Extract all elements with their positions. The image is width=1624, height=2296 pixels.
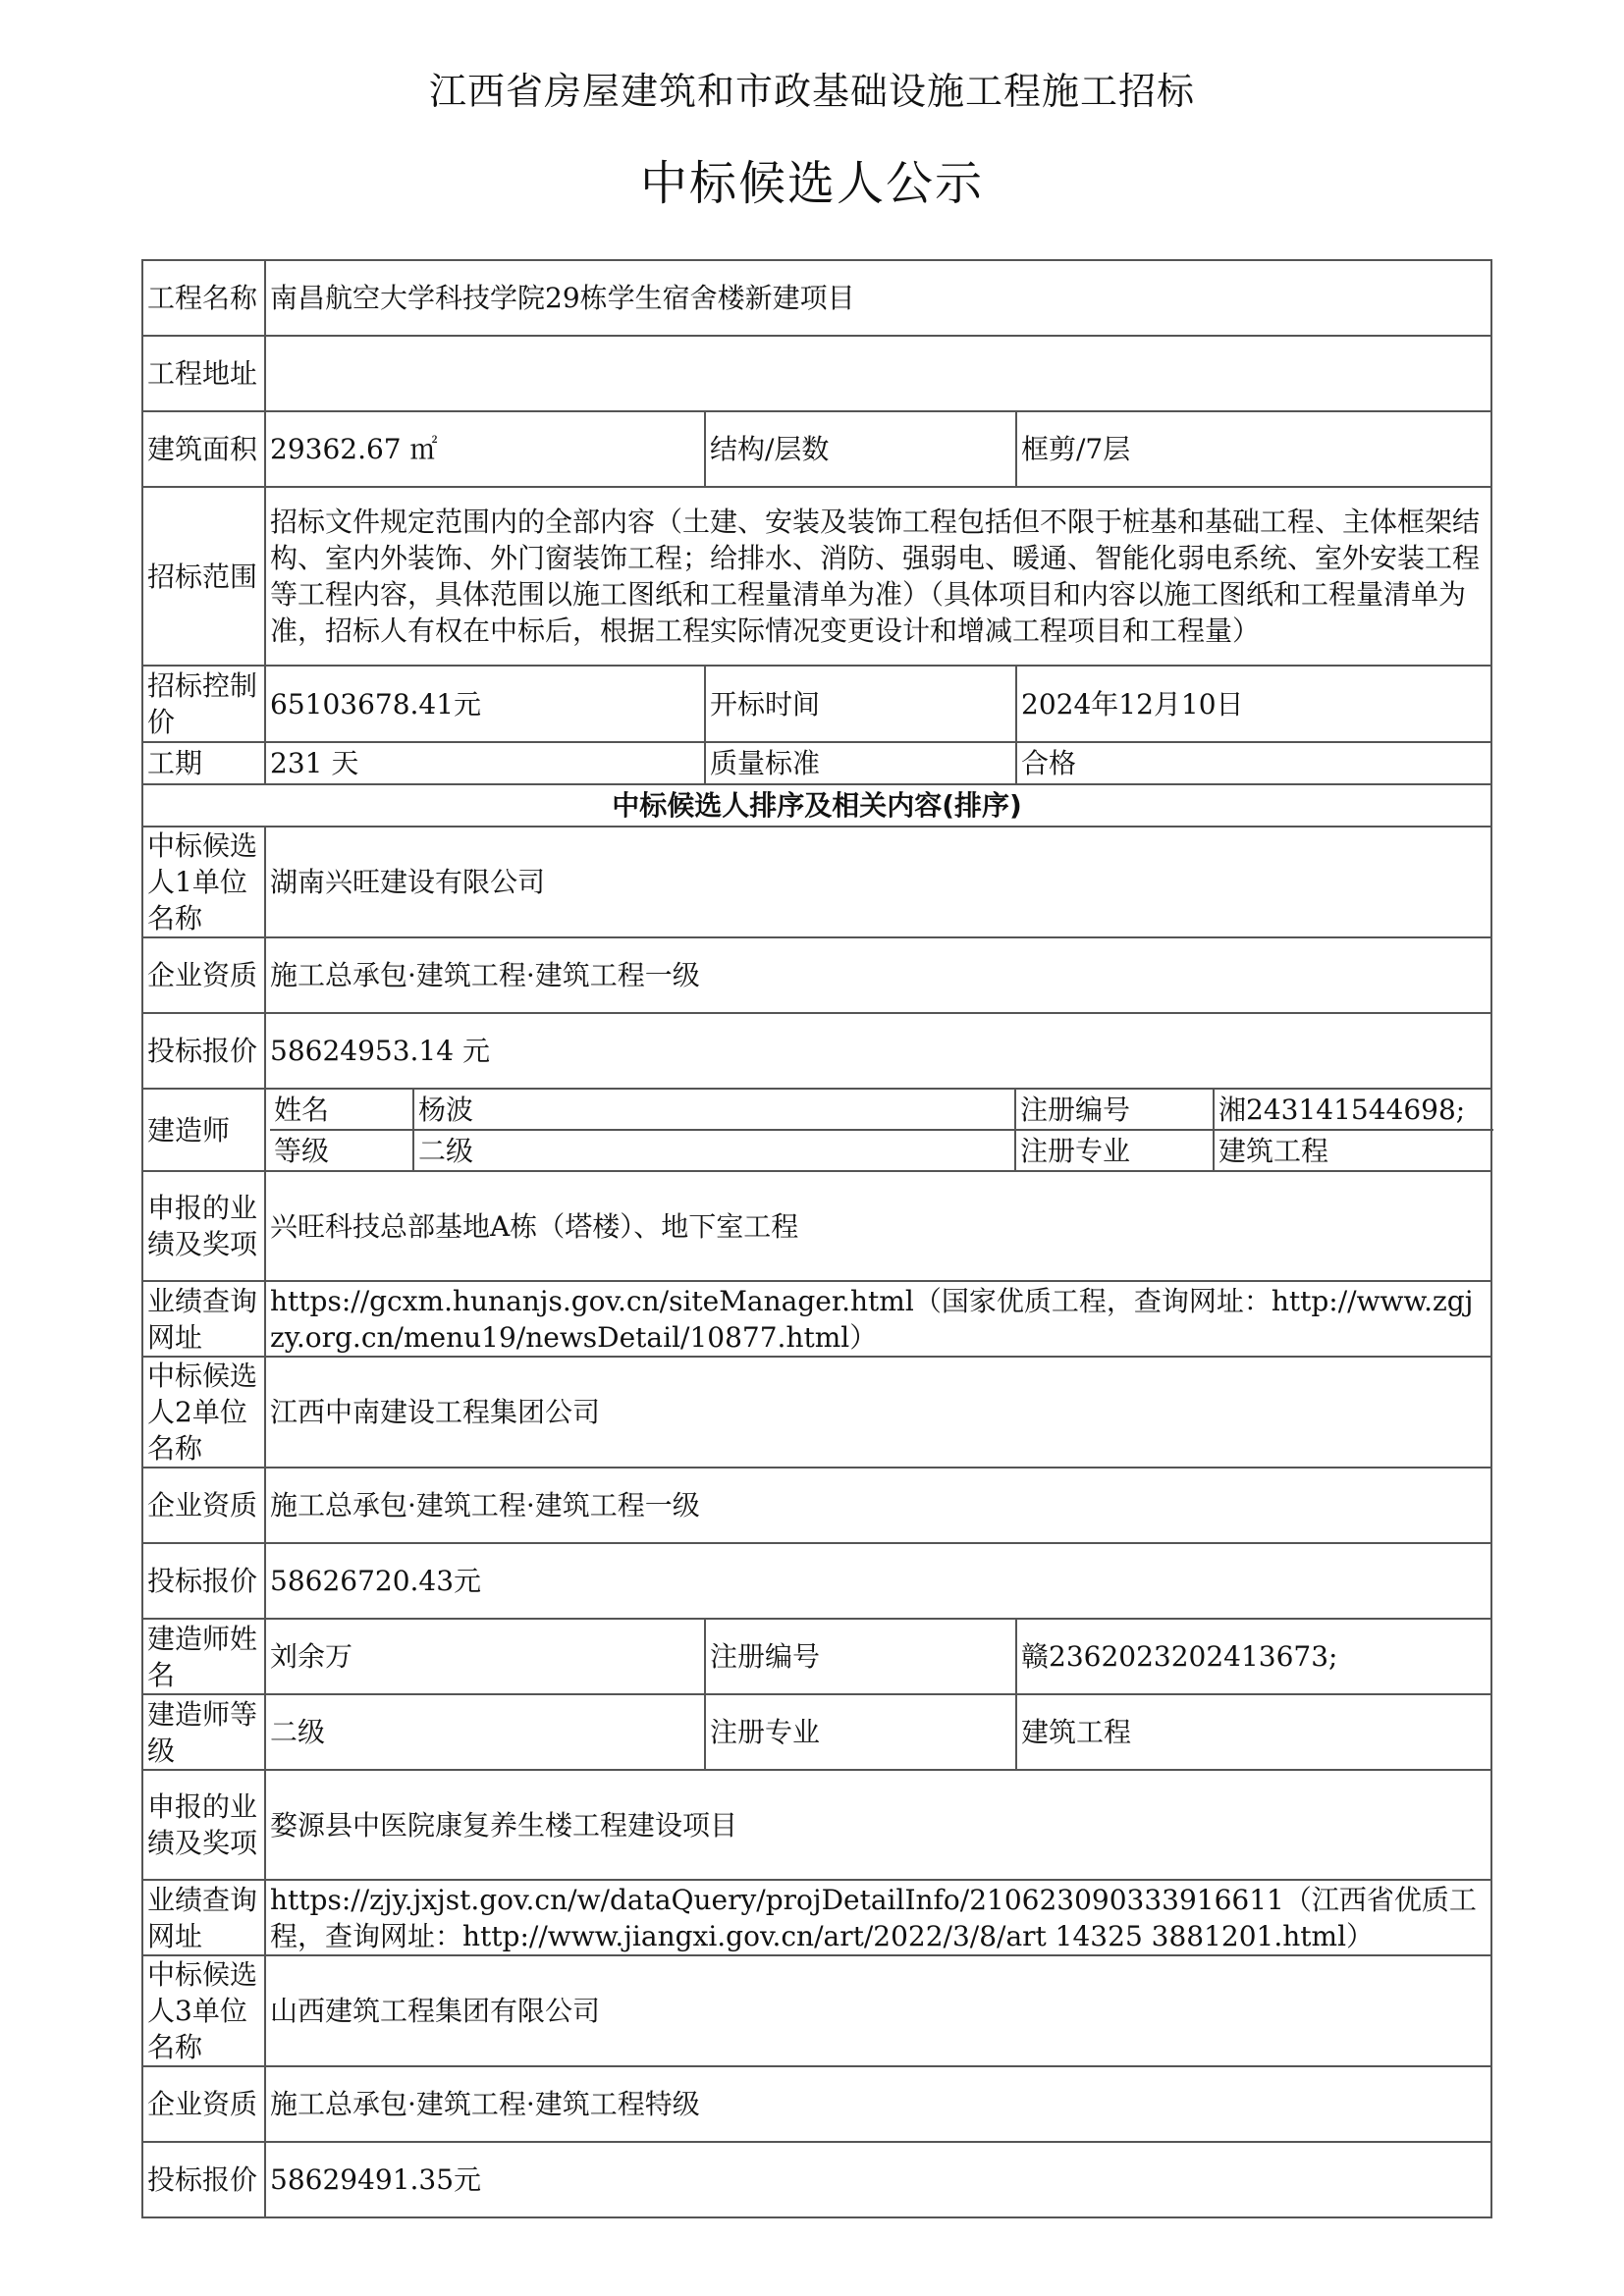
candidate3-unit: 山西建筑工程集团有限公司 xyxy=(265,1955,1491,2066)
candidate2-builder-name-label: 建造师姓名 xyxy=(142,1619,265,1694)
candidate3-bid-label: 投标报价 xyxy=(142,2142,265,2217)
candidate2-builder-grade-row xyxy=(142,1694,1491,1770)
candidate2-url: https://zjy.jxjst.gov.cn/w/dataQuery/projDetailInfo/210623090333916611（江西省优质工程，查询网址：http://www.jiangxi.gov.cn/art/2022/3/8/art 14325 3881201.html） xyxy=(265,1880,1491,1955)
structure-value: 框剪/7层 xyxy=(1016,411,1491,487)
builder-major-label: 注册专业 xyxy=(1015,1130,1214,1170)
area-label: 建筑面积 xyxy=(142,411,265,487)
builder-name: 杨波 xyxy=(413,1090,1015,1130)
candidate1-qual: 施工总承包·建筑工程·建筑工程一级 xyxy=(265,937,1491,1013)
builder-subrow xyxy=(270,1130,1493,1170)
duration-label: 工期 xyxy=(142,742,265,784)
candidate2-qual-row xyxy=(142,1468,1491,1543)
candidate2-perf-label: 申报的业绩及奖项 xyxy=(142,1770,265,1880)
candidate3-bid: 58629491.35元 xyxy=(265,2142,1491,2217)
candidate1-perf-label: 申报的业绩及奖项 xyxy=(142,1171,265,1281)
candidate1-url-row xyxy=(142,1281,1491,1357)
candidate1-bid-label: 投标报价 xyxy=(142,1013,265,1089)
candidate1-qual-label: 企业资质 xyxy=(142,937,265,1013)
candidate2-builder-name: 刘余万 xyxy=(265,1619,705,1694)
project-name-label: 工程名称 xyxy=(142,260,265,336)
quality-value: 合格 xyxy=(1016,742,1491,784)
quality-label: 质量标准 xyxy=(705,742,1016,784)
candidate2-unit-row xyxy=(142,1357,1491,1468)
candidate1-unit: 湖南兴旺建设有限公司 xyxy=(265,827,1491,937)
candidate2-perf: 婺源县中医院康复养生楼工程建设项目 xyxy=(265,1770,1491,1880)
project-name: 南昌航空大学科技学院29栋学生宿舍楼新建项目 xyxy=(265,260,1491,336)
candidate1-perf: 兴旺科技总部基地A栋（塔楼）、地下室工程 xyxy=(265,1171,1491,1281)
candidate2-builder-grade: 二级 xyxy=(265,1694,705,1770)
candidate1-url: https://gcxm.hunanjs.gov.cn/siteManager.html（国家优质工程，查询网址：http://www.zgjzy.org.cn/menu19/newsDetail/10877.html） xyxy=(265,1281,1491,1357)
builder-subrow xyxy=(270,1090,1493,1130)
scope-value: 招标文件规定范围内的全部内容（土建、安装及装饰工程包括但不限于桩基和基础工程、主体框架结构、室内外装饰、外门窗装饰工程；给排水、消防、强弱电、暖通、智能化弱电系统、室外安装工程等工程内容，具体范围以施工图纸和工程量清单为准）（具体项目和内容以施工图纸和工程量清单为准，招标人有权在中标后，根据工程实际情况变更设计和增减工程项目和工程量） xyxy=(265,487,1491,666)
candidate2-bid-label: 投标报价 xyxy=(142,1543,265,1619)
builder-reg-no: 湘243141544698; xyxy=(1214,1090,1493,1130)
candidate1-url-label: 业绩查询网址 xyxy=(142,1281,265,1357)
builder-grade: 二级 xyxy=(413,1130,1015,1170)
builder-major: 建筑工程 xyxy=(1218,1134,1329,1167)
open-time-label: 开标时间 xyxy=(705,666,1016,742)
candidate2-url-label: 业绩查询网址 xyxy=(142,1880,265,1955)
candidate3-unit-label: 中标候选人3单位名称 xyxy=(142,1955,265,2066)
candidate2-perf-row xyxy=(142,1770,1491,1880)
candidate1-qual-row xyxy=(142,937,1491,1013)
area-value: 29362.67 ㎡ xyxy=(265,411,705,487)
candidate2-bid: 58626720.43元 xyxy=(265,1543,1491,1619)
candidate1-bid: 58624953.14 元 xyxy=(265,1013,1491,1089)
candidate1-builder-details xyxy=(265,1089,1491,1171)
candidate2-unit-label: 中标候选人2单位名称 xyxy=(142,1357,265,1468)
document-title: 江西省房屋建筑和市政基础设施工程施工招标 xyxy=(428,70,1195,113)
scope-label: 招标范围 xyxy=(142,487,265,666)
builder-name-label: 姓名 xyxy=(270,1090,413,1130)
builder-subtable xyxy=(270,1090,1493,1170)
candidate1-builder-label: 建造师 xyxy=(142,1089,265,1171)
project-name-row xyxy=(142,260,1491,336)
candidate3-bid-row xyxy=(142,2142,1491,2217)
candidate3-qual-row xyxy=(142,2066,1491,2142)
candidate2-builder-grade-label: 建造师等级 xyxy=(142,1694,265,1770)
control-price-value: 65103678.41元 xyxy=(265,666,705,742)
candidate1-perf-row xyxy=(142,1171,1491,1281)
project-address-label: 工程地址 xyxy=(142,336,265,411)
builder-grade-label: 等级 xyxy=(270,1130,413,1170)
project-address xyxy=(265,336,1491,411)
candidate3-qual-label: 企业资质 xyxy=(142,2066,265,2142)
candidate2-bid-row xyxy=(142,1543,1491,1619)
candidate2-major-label: 注册专业 xyxy=(705,1694,1016,1770)
candidate1-unit-label: 中标候选人1单位名称 xyxy=(142,827,265,937)
candidate3-qual: 施工总承包·建筑工程·建筑工程特级 xyxy=(265,2066,1491,2142)
candidate2-unit: 江西中南建设工程集团公司 xyxy=(265,1357,1491,1468)
section-title: 中标候选人排序及相关内容(排序) xyxy=(142,784,1491,827)
candidate1-unit-row xyxy=(142,827,1491,937)
control-price-row xyxy=(142,666,1491,742)
candidate2-major: 建筑工程 xyxy=(1016,1694,1491,1770)
candidate1-bid-row xyxy=(142,1013,1491,1089)
document-subtitle: 中标候选人公示 xyxy=(639,156,984,211)
candidate3-unit-row xyxy=(142,1955,1491,2066)
project-address-row xyxy=(142,336,1491,411)
section-title-row xyxy=(142,784,1491,827)
structure-label: 结构/层数 xyxy=(705,411,1016,487)
candidate1-builder-row xyxy=(142,1089,1491,1171)
candidate2-builder-name-row xyxy=(142,1619,1491,1694)
area-row xyxy=(142,411,1491,487)
candidate2-reg-no: 赣2362023202413673; xyxy=(1016,1619,1491,1694)
duration-value: 231 天 xyxy=(265,742,705,784)
control-price-label: 招标控制价 xyxy=(142,666,265,742)
candidate2-url-row xyxy=(142,1880,1491,1955)
announcement-table xyxy=(141,259,1492,2218)
builder-reg-no-label: 注册编号 xyxy=(1015,1090,1214,1130)
duration-row xyxy=(142,742,1491,784)
scope-row xyxy=(142,487,1491,666)
candidate2-qual: 施工总承包·建筑工程·建筑工程一级 xyxy=(265,1468,1491,1543)
candidate2-reg-no-label: 注册编号 xyxy=(705,1619,1016,1694)
candidate2-qual-label: 企业资质 xyxy=(142,1468,265,1543)
open-time-value: 2024年12月10日 xyxy=(1016,666,1491,742)
